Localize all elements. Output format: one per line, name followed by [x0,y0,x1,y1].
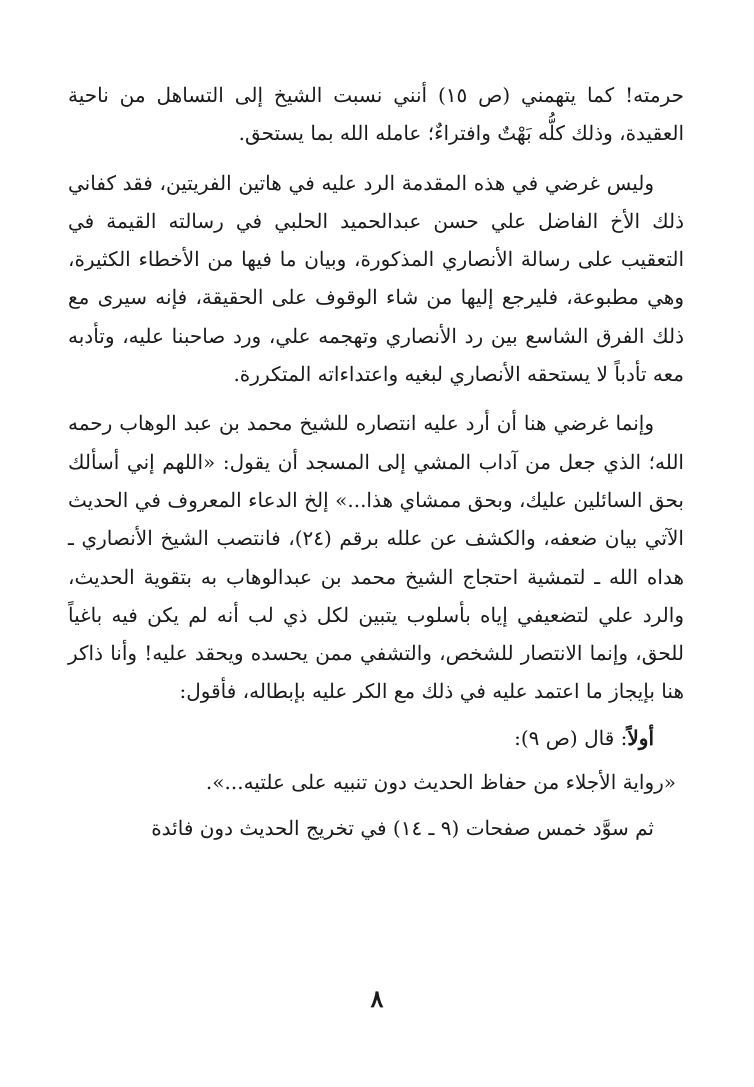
heading-bold-label: أولاً [627,725,654,750]
heading-rest: : قال (ص ٩): [514,725,628,750]
paragraph-2: وليس غرضي في هذه المقدمة الرد عليه في هاتين الفريتين، فقد كفاني ذلك الأخ الفاضل علي حسن عبدالحميد الحلبي في رسالته القيمة في التعقيب على رسالة الأنصاري المذكورة، وبيان ما فيها من الأخطاء الكثيرة، وهي مطبوعة، فليرجع إليها من شاء الوقوف على الحقيقة، فإنه سيرى مع ذلك الفرق الشاسع بين رد الأنصاري وتهجمه علي، ورد صاحبنا عليه، وتأدبه معه تأدباً لا يستحقه الأنصاري لبغيه واعتداءاته المتكررة. [68,170,684,387]
paragraph-1: حرمته! كما يتهمني (ص ١٥) أنني نسبت الشيخ إلى التساهل من ناحية العقيدة، وذلك كلُّه بَهْتٌ وافتراءٌ؛ عامله الله بما يستحق. [68,83,684,146]
last-line: ثم سوَّد خمس صفحات (٩ ـ ١٤) في تخريج الحديث دون فائدة [151,816,654,841]
quoted-text: «رواية الأجلاء من حفاظ الحديث دون تنبيه على علتيه...». [205,770,676,795]
section-heading [68,719,684,757]
paragraph-3: وإنما غرضي هنا أن أرد عليه انتصاره للشيخ محمد بن عبد الوهاب رحمه الله؛ الذي جعل من آداب المشي إلى المسجد أن يقول: «اللهم إني أسألك بحق السائلين عليك، وبحق ممشاي هذا...» إلخ الدعاء المعروف في الحديث الآتي بيان ضعفه، والكشف عن علله برقم (٢٤)، فانتصب الشيخ الأنصاري ـ هداه الله ـ لتمشية احتجاج الشيخ محمد بن عبدالوهاب به بتقوية الحديث، والرد علي لتضعيفي إياه بأسلوب يتبين لكل ذي لب أنه لم يكن فيه باغياً للحق، وإنما الانتصار للشخص، والتشفي ممن يحسده ويحقد عليه! وأنا ذاكر هنا بإيجاز ما اعتمد عليه في ذلك مع الكر عليه بإبطاله، فأقول: [68,411,684,704]
page-number: ٨ [370,984,384,1013]
page-body [68,76,684,848]
